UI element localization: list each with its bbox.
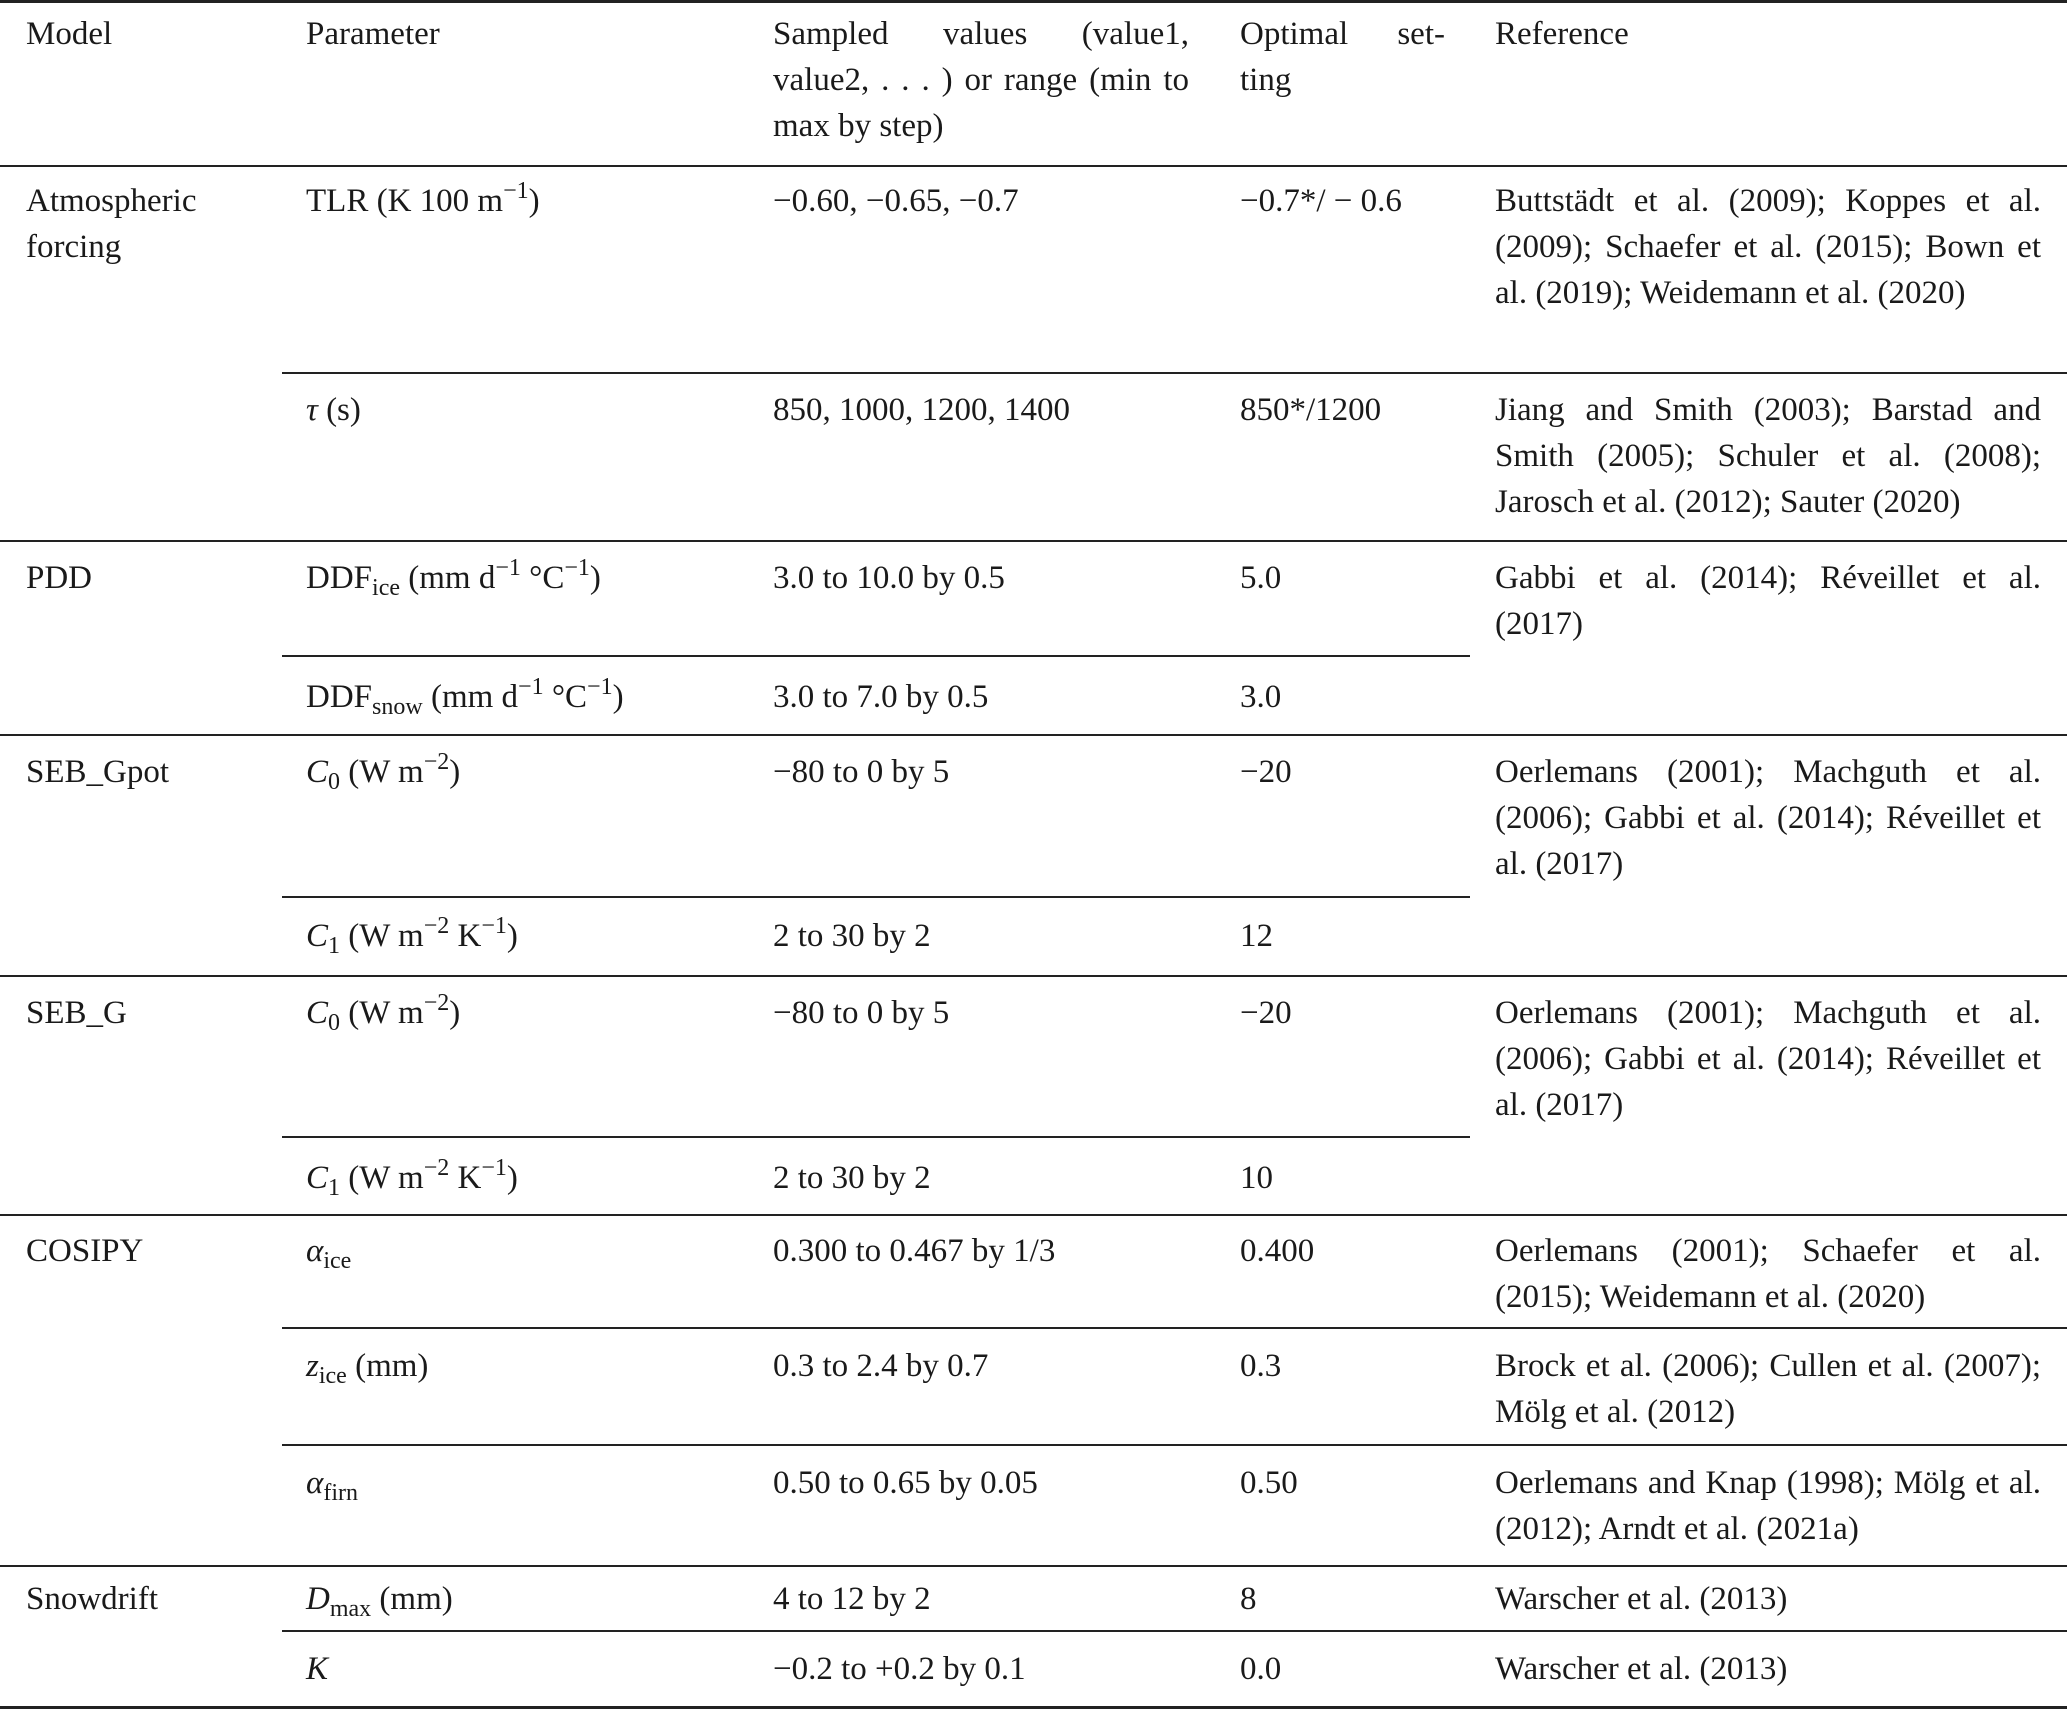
param-tail: (mm) [371,1581,453,1617]
param-tail: ) [612,679,624,715]
model-label: PDD [26,560,93,596]
param-sub: ice [318,1363,347,1389]
param-tail: (W m [340,918,424,954]
param-sup: −1 [587,674,613,700]
optimal-value: 0.3 [1240,1348,1282,1384]
param-sup: −2 [423,1155,450,1181]
rule-bottom [0,1706,2067,1709]
rule-group [0,1214,2067,1216]
sampled-values: −0.2 to +0.2 by 0.1 [773,1651,1026,1687]
rule-row [282,1327,2067,1329]
param-tail: (mm) [346,1348,429,1384]
param-main: K [306,1651,329,1687]
header-optimal [1240,11,1445,103]
param-sup: −2 [423,913,450,939]
param-main: DDF [306,679,373,715]
rule-row [282,1630,2067,1632]
param-tail: (W m [340,754,424,790]
reference-text: Oerlemans (2001); Machguth et al. (2006); Gabbi et al. (2014); Réveillet et al. (2017) [1495,754,2041,882]
param-sub: 1 [328,933,341,959]
rule-group [0,1565,2067,1567]
param-main: C [306,1160,329,1196]
param-sub: 0 [328,1010,341,1036]
param-sup: −1 [518,674,544,700]
sampled-values: 3.0 to 10.0 by 0.5 [773,560,1005,596]
sampled-values: 850, 1000, 1200, 1400 [773,392,1070,428]
reference-text: Warscher et al. (2013) [1495,1651,1788,1687]
model-label: SEB_G [26,995,127,1031]
param-tail: (W m [340,995,424,1031]
param-main: τ [306,392,318,428]
param-sup: −1 [564,555,590,581]
rule-group [0,540,2067,542]
optimal-value: 5.0 [1240,560,1282,596]
header-sampled: Sampled values (value1, value2, . . . ) or range (min to max by step) [773,16,1189,144]
rule-row [282,655,1470,657]
param-z-ice [306,1343,428,1389]
param-tail: ) [449,754,461,790]
param-sub: ice [372,575,401,601]
optimal-value: −20 [1240,754,1292,790]
param-main: z [306,1348,319,1384]
param-tail: ) [449,995,461,1031]
rule-row [282,1136,1470,1138]
optimal-value: 8 [1240,1581,1257,1617]
param-main: α [306,1465,324,1501]
sampled-values: 0.300 to 0.467 by 1/3 [773,1233,1056,1269]
param-tail: ) [589,560,601,596]
param-sup: −2 [423,990,450,1016]
param-main: α [306,1233,324,1269]
reference-text: Oerlemans (2001); Machguth et al. (2006); Gabbi et al. (2014); Réveillet et al. (2017) [1495,995,2041,1123]
param-main: TLR (K 100 m [306,183,504,219]
optimal-value: −0.7*/ − 0.6 [1240,183,1402,219]
reference-text: Gabbi et al. (2014); Réveillet et al. (2017) [1495,560,2041,642]
optimal-value: 0.50 [1240,1465,1298,1501]
reference-text: Buttstädt et al. (2009); Koppes et al. (2009); Schaefer et al. (2015); Bown et al. (2019); Weidemann et al. (2020) [1495,183,2041,311]
model-label [26,178,196,270]
optimal-value: 0.400 [1240,1233,1315,1269]
optimal-value: −20 [1240,995,1292,1031]
param-sup: −1 [481,1155,507,1181]
param-sub: max [329,1596,372,1622]
param-sub: firn [323,1480,358,1506]
rule-group [0,734,2067,736]
optimal-value: 12 [1240,918,1273,954]
param-alpha-firn [306,1460,358,1506]
param-alpha-ice [306,1228,351,1274]
param-tail: (mm d [422,679,519,715]
sampled-values: 0.3 to 2.4 by 0.7 [773,1348,989,1384]
param-tau [306,387,361,433]
header-reference: Reference [1495,16,1629,52]
param-tlr [306,178,540,224]
param-tail: (mm d [400,560,496,596]
rule-group [0,975,2067,977]
sampled-values: −0.60, −0.65, −0.7 [773,183,1019,219]
param-dmax [306,1576,453,1622]
reference-text: Oerlemans and Knap (1998); Mölg et al. (2012); Arndt et al. (2021a) [1495,1465,2041,1547]
sampled-values: −80 to 0 by 5 [773,754,950,790]
reference-text: Jiang and Smith (2003); Barstad and Smith (2005); Schuler et al. (2008); Jarosch et al. (2012); Sauter (2020) [1495,392,2041,520]
param-main: C [306,918,329,954]
model-label: SEB_Gpot [26,754,170,790]
param-main: C [306,754,329,790]
param-main: C [306,995,329,1031]
param-k [306,1646,328,1692]
param-sub: snow [372,694,423,720]
model-label-line1: Atmospheric [26,183,197,219]
header-optimal-line1: Optimal set- [1240,16,1445,52]
optimal-value: 3.0 [1240,679,1282,715]
param-main: DDF [306,560,373,596]
param-ddf-ice [306,555,601,601]
optimal-value: 0.0 [1240,1651,1282,1687]
sampled-values: 2 to 30 by 2 [773,1160,931,1196]
param-ddf-snow [306,674,624,720]
param-sub: 1 [328,1175,341,1201]
model-label: COSIPY [26,1233,144,1269]
param-c1 [306,913,518,959]
rule-header [0,165,2067,167]
header-model: Model [26,16,113,52]
rule-row [282,896,1470,898]
param-tail: K [449,918,482,954]
sampled-values: 4 to 12 by 2 [773,1581,931,1617]
param-c0 [306,749,460,795]
reference-text: Oerlemans (2001); Schaefer et al. (2015); Weidemann et al. (2020) [1495,1233,2041,1315]
param-sup: −1 [503,178,529,204]
param-sub: 0 [328,769,341,795]
param-tail: ) [506,918,518,954]
sampled-values: 3.0 to 7.0 by 0.5 [773,679,989,715]
optimal-value: 850*/1200 [1240,392,1382,428]
sampled-values: 0.50 to 0.65 by 0.05 [773,1465,1038,1501]
reference-text: Brock et al. (2006); Cullen et al. (2007); Mölg et al. (2012) [1495,1348,2041,1430]
param-sup: −2 [423,749,450,775]
model-label-line2: forcing [26,229,122,265]
param-main: D [306,1581,330,1617]
optimal-value: 10 [1240,1160,1273,1196]
param-tail: ) [506,1160,518,1196]
param-sup: −1 [495,555,521,581]
sampled-values: 2 to 30 by 2 [773,918,931,954]
param-sup: −1 [481,913,507,939]
param-tail: K [449,1160,482,1196]
param-tail: °C [543,679,588,715]
rule-row [282,372,2067,374]
param-c0 [306,990,460,1036]
rule-row [282,1444,2067,1446]
header-parameter: Parameter [306,16,440,52]
rule-top [0,0,2067,3]
reference-text: Warscher et al. (2013) [1495,1581,1788,1617]
param-tail: °C [520,560,565,596]
header-optimal-line2: ting [1240,62,1292,98]
param-tail: (W m [340,1160,424,1196]
model-label: Snowdrift [26,1581,158,1617]
sampled-values: −80 to 0 by 5 [773,995,950,1031]
param-tail: (s) [317,392,361,428]
param-c1 [306,1155,518,1201]
param-sub: ice [323,1248,352,1274]
param-tail: ) [528,183,540,219]
